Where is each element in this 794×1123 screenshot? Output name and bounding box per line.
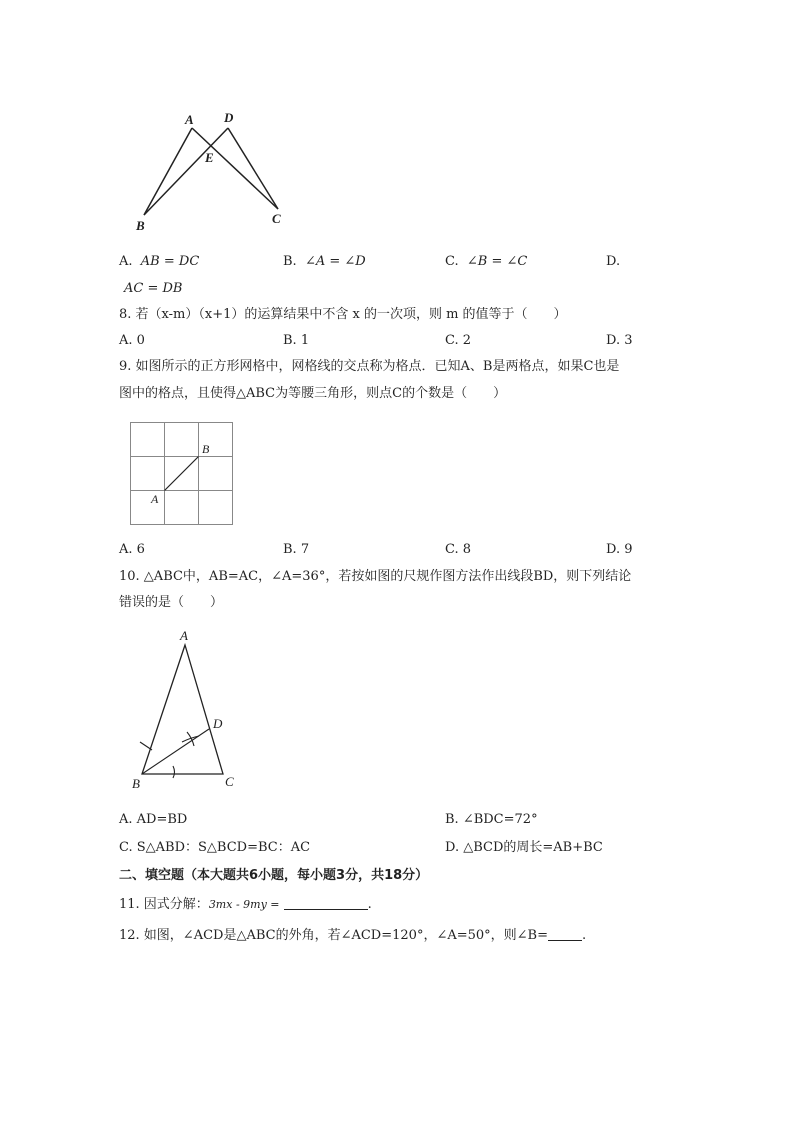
q7-option-a[interactable]: A. AB = DC	[119, 254, 200, 269]
arc-on-ab	[140, 742, 152, 750]
q8-option-a[interactable]: A. 0	[119, 333, 145, 348]
q8-option-c[interactable]: C. 2	[445, 333, 472, 348]
segment-db	[144, 128, 228, 215]
q7-option-b[interactable]: B. ∠A = ∠D	[283, 254, 366, 269]
label-b: B	[202, 442, 210, 456]
q10-question-line1: 10. △ABC中，AB=AC，∠A=36°，若按如图的尺规作图方法作出线段BD，则下列结论	[119, 569, 632, 584]
q11-question: 11. 因式分解：3mx - 9my = .	[119, 897, 372, 912]
q8-option-d[interactable]: D. 3	[606, 333, 633, 348]
q12-question: 12. 如图，∠ACD是△ABC的外角，若∠ACD=120°，∠A=50°，则∠B= .	[119, 928, 587, 943]
segment-ab	[144, 128, 192, 215]
q9-option-a[interactable]: A. 6	[119, 542, 145, 557]
q9-option-b[interactable]: B. 7	[283, 542, 310, 557]
q8-option-b[interactable]: B. 1	[283, 333, 310, 348]
q11-answer-blank[interactable]	[284, 896, 368, 910]
q10-option-c[interactable]: C. S△ABD：S△BCD=BC：AC	[119, 840, 311, 855]
label-a: A	[180, 628, 188, 643]
label-d: D	[213, 716, 223, 731]
label-c: C	[225, 774, 234, 789]
q7-option-d[interactable]: D.	[606, 254, 621, 269]
q10-option-a[interactable]: A. AD=BD	[119, 812, 188, 827]
label-e: E	[205, 150, 214, 165]
q12-answer-blank[interactable]	[548, 927, 582, 941]
label-a: A	[151, 492, 159, 506]
q7-option-c[interactable]: C. ∠B = ∠C	[445, 254, 528, 269]
q10-option-b[interactable]: B. ∠BDC=72°	[445, 812, 538, 827]
segment-ab	[165, 457, 199, 491]
segment-bd	[142, 729, 209, 774]
q9-grid-figure	[130, 422, 234, 526]
q9-question-line1: 9. 如图所示的正方形网格中，网格线的交点称为格点．已知A、B是两格点，如果C也是	[119, 359, 620, 374]
q9-option-d[interactable]: D. 9	[606, 542, 633, 557]
q7-figure	[130, 108, 300, 243]
arc-on-bc	[173, 766, 175, 778]
q10-triangle-figure	[128, 628, 248, 794]
label-a: A	[185, 112, 194, 127]
section-heading-fill-in: 二、填空题（本大题共6小题，每小题3分，共18分）	[119, 868, 429, 883]
label-b: B	[136, 218, 145, 233]
label-b: B	[132, 776, 140, 791]
q9-option-c[interactable]: C. 8	[445, 542, 472, 557]
label-c: C	[272, 211, 281, 226]
q9-question-line2: 图中的格点，且使得△ABC为等腰三角形，则点C的个数是（ ）	[119, 386, 507, 401]
q10-option-d[interactable]: D. △BCD的周长=AB+BC	[445, 840, 603, 855]
q10-question-line2: 错误的是（ ）	[119, 595, 224, 610]
triangle-abc	[142, 645, 223, 774]
label-d: D	[224, 110, 234, 125]
q7-option-d-text: AC = DB	[124, 281, 183, 296]
q8-question: 8. 若（x-m）（x+1）的运算结果中不含 x 的一次项，则 m 的值等于（ ）	[119, 307, 567, 322]
